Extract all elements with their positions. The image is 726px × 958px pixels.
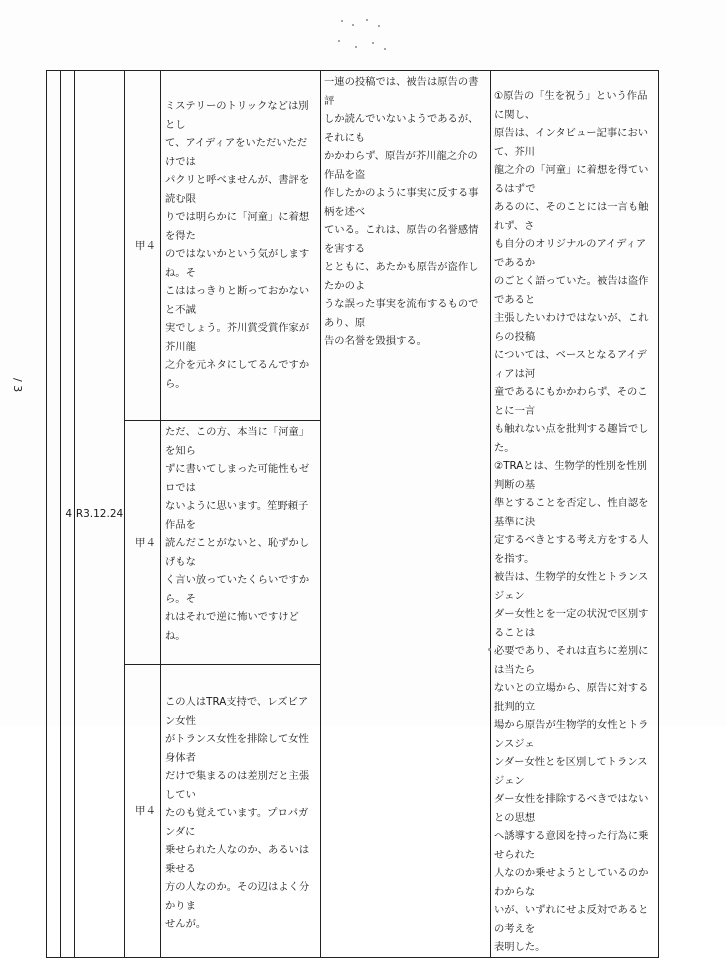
scan-speck — [338, 40, 340, 42]
defendant-reason: ①原告の「生を祝う」という作品に関し、 原告は、インタビュー記事において、芥川 龍之介の「河童」に着想を得ているはずで あるのに、そのことには一言も触れず、さ も自分のオリジナルのアイディアであるか のごとく語っていた。被告は盗作であると 主張したいわけではないが、これらの投稿 については、ベースとなるアイディアは河 童であるにもかかわらず、そのことに一言 も触れない点を批判する趣旨でした。 ②TRAとは、生物学的性別を性別判断の基 準とすることを否定し、性自認を基準に決 定するべきとする考え方をする人を指す。 被告は、生物学的女性とトランスジェン ダー女性とを一定の状況で区別することは 必要であり、それは直ちに差別には当たら ないとの立場から、原告に対する批判的立 場から原告が生物学的女性とトランスジェ ンダー女性とを区別してトランスジェン ダー女性を排除するべきではないとの思想 へ誘導する意図を持った行為に乗せられた 人なのか乗せようとしているのかわからな いが、いずれにせよ反対であるとの考えを 表明した。 — [494, 90, 649, 953]
scan-speck — [366, 19, 368, 21]
row-number: 4 — [61, 71, 75, 958]
scan-speck — [372, 42, 374, 44]
table-row — [47, 71, 659, 421]
evidence-label: 甲４ — [125, 421, 161, 665]
scan-speck — [378, 25, 380, 27]
summary-cell — [321, 71, 491, 958]
post-quote-cell — [161, 421, 321, 665]
page-marker: / 3 — [11, 378, 24, 393]
post-quote: この人はTRA支持で、レズビアン女性 がトランス女性を排除して女性身体者 だけで集まるのは差別だと主張してい たのも覚えています。プロパガンダに 乗せられた人なのか、あるいは乗せる 方の人なのか。その辺はよく分かりま せんが。 — [165, 696, 310, 931]
scan-speck — [341, 20, 343, 22]
claims-table — [46, 70, 659, 958]
post-quote-cell — [161, 71, 321, 421]
scan-speck — [384, 48, 386, 50]
evidence-label: 甲４ — [125, 71, 161, 421]
post-quote: ただ、この方、本当に「河童」を知ら ずに書いてしまった可能性もゼロでは ないように思います。笙野頼子作品を 読んだことがないと、恥ずかしげもな く言い放っていたくらいですから。そ れはそれで逆に怖いですけどね。 — [165, 426, 310, 642]
post-quote-cell — [161, 665, 321, 957]
reason-cell — [491, 71, 659, 958]
post-quote: ミステリーのトリックなどは別とし て、アイディアをいただいただけでは パクリと呼べませんが、書評を読む限 りでは明らかに「河童」に着想を得た のではないかという気がしますね。そ こははっきりと断っておかないと不誠 実でしょう。芥川賞受賞作家が芥川龍 之介を元ネタにしてるんですから。 — [165, 100, 310, 390]
scan-speck — [488, 648, 491, 651]
scan-speck — [355, 46, 357, 48]
evidence-label: 甲４ — [125, 665, 161, 957]
scan-speck — [352, 24, 354, 26]
claim-summary: 一連の投稿では、被告は原告の書評 しか読んでいないようであるが、それにも かかわらず、原告が芥川龍之介の作品を盗 作したかのように事実に反する事柄を述べ ている。これは、原告の名誉感情を害する とともに、あたかも原告が盗作したかのよ うな誤った事実を流布するものであり、原 告の名誉を毀損する。 — [324, 76, 479, 347]
post-date: R3.12.24 — [75, 71, 125, 958]
blank-column-cell — [47, 71, 61, 958]
